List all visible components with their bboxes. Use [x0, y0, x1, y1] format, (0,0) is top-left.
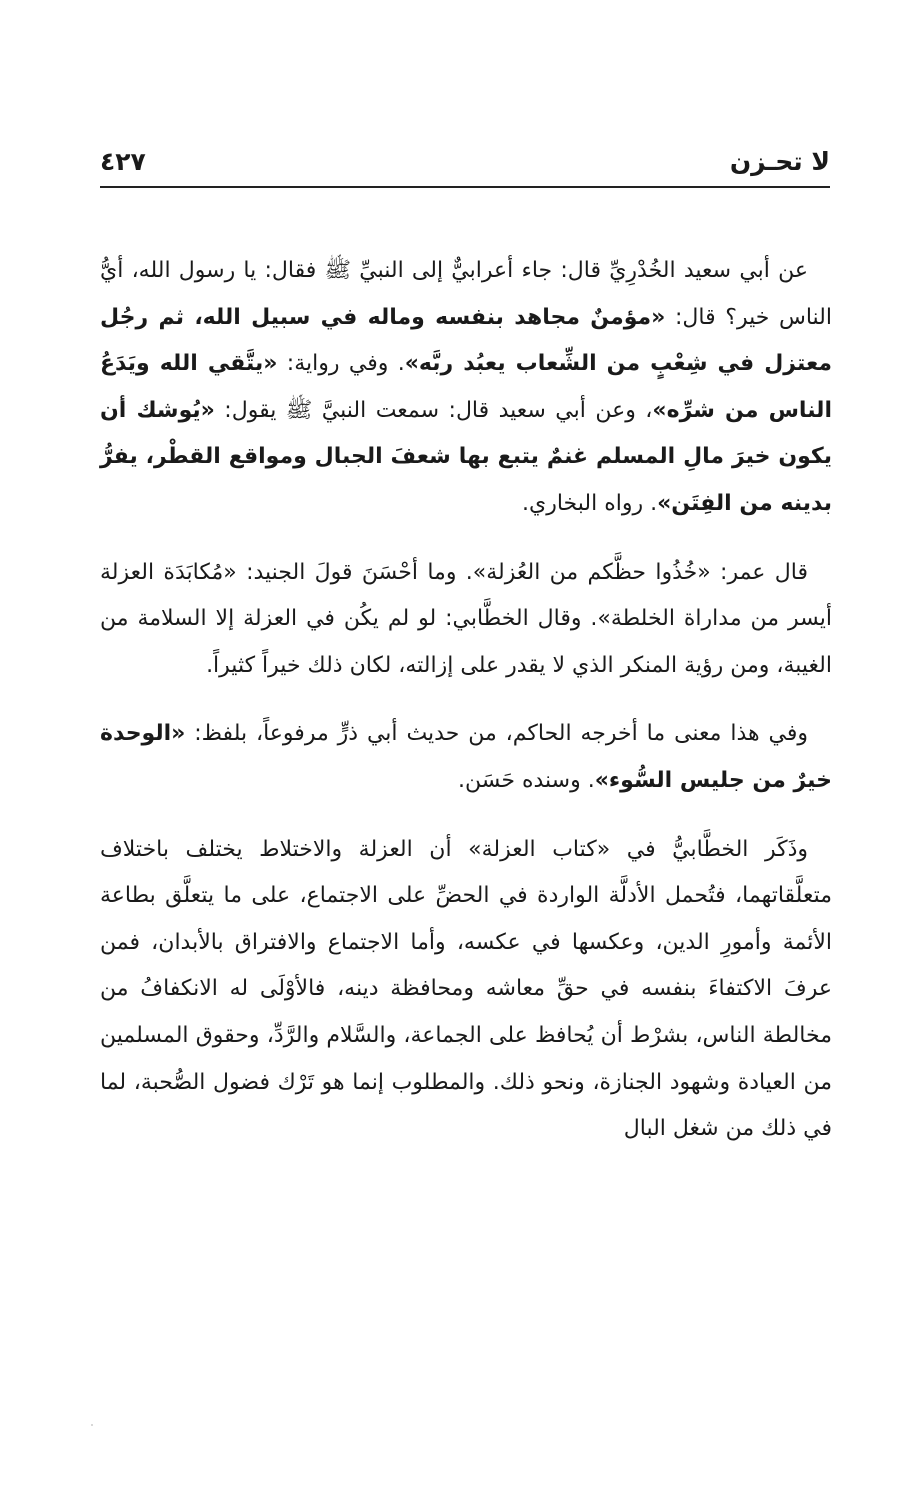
running-title: لا تحـزن: [729, 147, 830, 176]
hadith-quote: «يُوشك أن يكون خيرَ مالِ المسلم غنمٌ يتبع بها شعفَ الجبال ومواقع القطْر، يفرُّ بدينه من الفِتَن»: [100, 397, 832, 516]
scan-speck: [91, 1424, 93, 1426]
paragraph-hakim: [100, 711, 832, 804]
page-number: ٤٢٧: [100, 147, 146, 176]
text-segment: . رواه البخاري.: [522, 490, 658, 516]
text-segment: وذَكَر الخطَّابيُّ في «كتاب العزلة» أن العزلة والاختلاط يختلف باختلاف متعلَّقاتهما، فتُحمل الأدلَّة الواردة في الحضِّ على الاجتماع، على ما يتعلَّق بطاعة الأئمة وأمورِ الدين، وعكسها في عكسه، وأما الاجتماع والافتراق بالأبدان، فمن عرفَ الاكتفاءَ بنفسه في حقِّ معاشه ومحافظة دينه، فالأوْلَى له الانكفافُ من مخالطة الناس، بشرْط أن يُحافظ على الجماعة، والسَّلام والرَّدِّ، وحقوق المسلمين من العيادة وشهود الجنازة، ونحو ذلك. والمطلوب إنما هو تَرْك فضول الصُّحبة، لما في ذلك من شغل البال: [100, 836, 832, 1142]
hadith-quote: «الوحدة خيرٌ من جليس السُّوء»: [100, 721, 832, 793]
text-segment: . وسنده حَسَن.: [458, 767, 595, 793]
hadith-quote: «يتَّقي الله ويَدَعُ الناس من شرِّه»: [100, 351, 832, 423]
text-segment: وفي هذا معنى ما أخرجه الحاكم، من حديث أبي ذرٍّ مرفوعاً، بلفظ:: [185, 721, 808, 747]
paragraph-hadith-abu-saeed: [100, 248, 832, 528]
paragraph-umar-junaid: [100, 550, 832, 690]
text-segment: ، وعن أبي سعيد قال: سمعت النبيَّ ﷺ يقول:: [214, 397, 653, 423]
text-segment: عن أبي سعيد الخُدْرِيِّ قال: جاء أعرابيٌّ إلى النبيِّ ﷺ فقال: يا رسول الله، أيُّ الناس خير؟ قال:: [100, 258, 832, 330]
header-divider: [100, 186, 830, 188]
body-text: [100, 248, 832, 1175]
hadith-quote: «مؤمنٌ مجاهد بنفسه وماله في سبيل الله، ثم رجُل معتزل في شِعْبٍ من الشِّعاب يعبُد ربَّه»: [100, 304, 832, 377]
text-segment: . وفي رواية:: [277, 351, 405, 377]
text-segment: قال عمر: «خُذُوا حظَّكم من العُزلة». وما أحْسَنَ قولَ الجنيد: «مُكابَدَة العزلة أيسر من مداراة الخلطة». وقال الخطَّابي: لو لم يكُن في العزلة إلا السلامة من الغيبة، ومن رؤية المنكر الذي لا يقدر على إزالته، لكان ذلك خيراً كثيراً.: [100, 559, 832, 678]
paragraph-khattabi: [100, 827, 832, 1153]
page-header: [100, 142, 830, 182]
